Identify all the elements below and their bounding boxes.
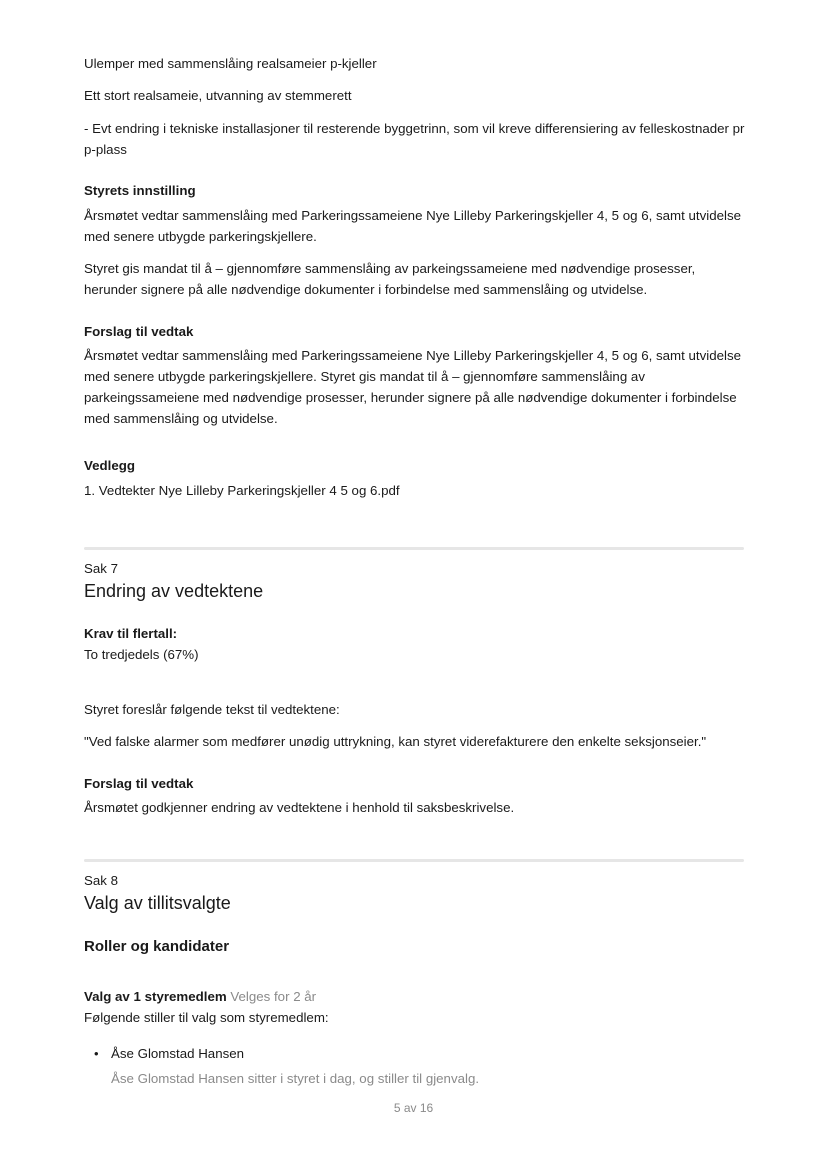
disadvantages-heading: Ulemper med sammenslåing realsameier p-kjeller: [84, 56, 377, 71]
sak-number: Sak 8: [84, 873, 119, 888]
board-recommendation-label: Styrets innstilling: [84, 183, 196, 198]
bullet-icon: •: [94, 1046, 99, 1061]
statutes-quote: "Ved falske alarmer som medfører unødig uttrykning, kan styret viderefakturere den enkelte seksjonseier.": [84, 734, 707, 749]
sak-title: Endring av vedtektene: [84, 581, 264, 601]
section-divider: [84, 547, 744, 550]
proposal-label: Forslag til vedtak: [84, 776, 194, 791]
sak-title: Valg av tillitsvalgte: [84, 893, 231, 913]
attachment-link[interactable]: 1. Vedtekter Nye Lilleby Parkeringskjeller 4 5 og 6.pdf: [84, 483, 400, 498]
proposal-label: Forslag til vedtak: [84, 324, 194, 339]
proposal-paragraph: Årsmøtet vedtar sammenslåing med Parkeringssameiene Nye Lilleby Parkeringskjeller 4, 5 og 6, samt utvidelse med senere utbygde parkeringskjellere. Styret gis mandat til å – gjennomføre sammenslåing av parkeingssameiene med nødvendige prosesser, herunder signere på alle nødvendige dokumenter i forbindelse med sammenslåing og utvidelse.: [84, 348, 742, 426]
page-indicator: 5 av 16: [393, 1101, 434, 1115]
board-recommendation-paragraph: Styret gis mandat til å – gjennomføre sammenslåing av parkeingssameiene med nødvendige prosesser, herunder signere på alle nødvendige dokumenter i forbindelse med sammenslåing og utvidelse.: [84, 261, 696, 297]
disadvantage-item: Ett stort realsameie, utvanning av stemmerett: [84, 88, 352, 103]
election-label: Valg av 1 styremedlem: [84, 989, 227, 1004]
board-recommendation-paragraph: Årsmøtet vedtar sammenslåing med Parkeringssameiene Nye Lilleby Parkeringskjeller 4, 5 og 6, samt utvidelse med senere utbygde parkeringskjellere.: [84, 208, 742, 244]
section-divider: [84, 859, 744, 862]
election-line: [84, 989, 316, 1004]
statutes-intro: Styret foreslår følgende tekst til vedtektene:: [84, 702, 340, 717]
majority-value: To tredjedels (67%): [84, 647, 199, 662]
roles-heading: Roller og kandidater: [84, 938, 230, 955]
election-term: Velges for 2 år: [230, 989, 317, 1004]
majority-label: Krav til flertall:: [84, 626, 178, 641]
proposal-paragraph: Årsmøtet godkjenner endring av vedtektene i henhold til saksbeskrivelse.: [84, 800, 515, 815]
candidates-intro: Følgende stiller til valg som styremedlem:: [84, 1010, 329, 1025]
attachments-label: Vedlegg: [84, 458, 135, 473]
candidate-name: Åse Glomstad Hansen: [111, 1046, 245, 1061]
disadvantage-item: - Evt endring i tekniske installasjoner til resterende byggetrinn, som vil kreve differensiering av felleskostnader pr p-plass: [84, 121, 745, 157]
candidate-note: Åse Glomstad Hansen sitter i styret i dag, og stiller til gjenvalg.: [111, 1071, 480, 1086]
sak-number: Sak 7: [84, 561, 119, 576]
